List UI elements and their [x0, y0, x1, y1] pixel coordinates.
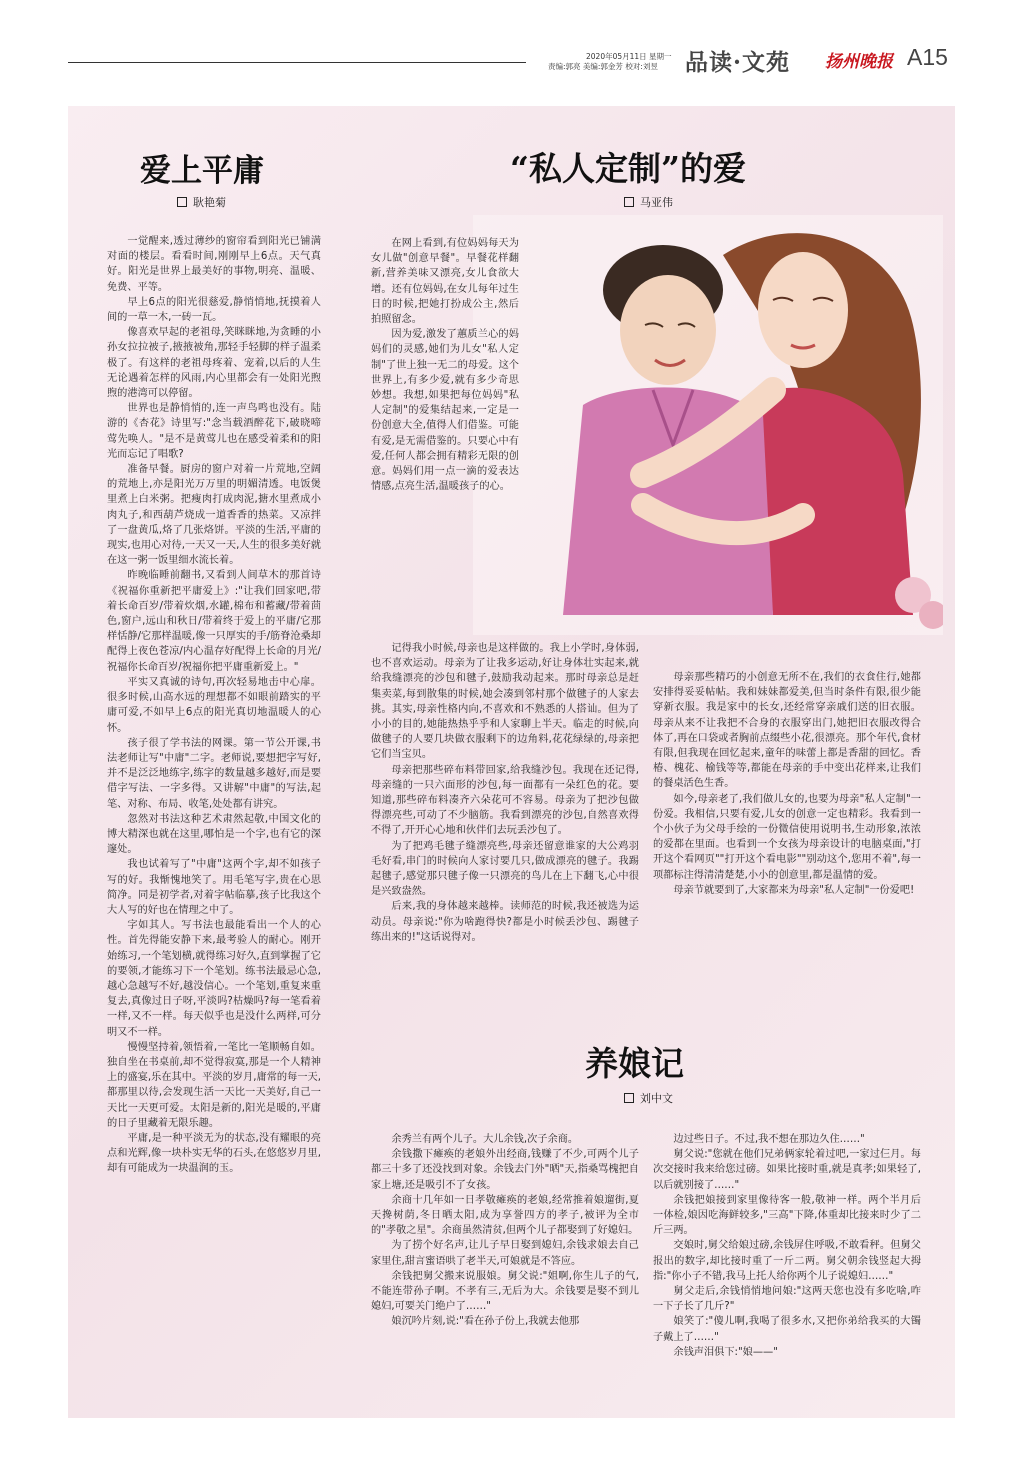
paragraph: 记得我小时候,母亲也是这样做的。我上小学时,身体弱,也不喜欢运动。母亲为了让我多运动,好让身体壮实起来,就给我缝漂亮的沙包和毽子,鼓励我动起来。那时母亲总是赶集卖菜,每到散集的时候,她会凑到邻村那个做毽子的人家去挑。其实,母亲性格内向,不喜欢和不熟悉的人搭讪。但为了小小的目的,她能热热乎乎和人家聊上半天。临走的时候,向做毽子的人要几块做衣服剩下的边角料,花花绿绿的,母亲把它们当宝贝。: [371, 643, 639, 761]
paragraph: 我也试着写了"中庸"这两个字,却不如孩子写的好。我惭愧地笑了。用毛笔写字,贵在心思简净。同是初学者,对着字帖临摹,孩子比我这个大人写的好也在情理之中了。: [107, 859, 321, 916]
paragraph: 世界也是静悄悄的,连一声鸟鸣也没有。陆游的《杏花》诗里写:"念当载酒醉花下,破晓啼莺先唤人。"是不是黄莺儿也在感受着柔和的阳光而忘记了唱歌?: [107, 403, 321, 460]
article-body-right: [653, 670, 921, 990]
paragraph: 余钱把娘接到家里像待客一般,敬神一样。两个半月后一体检,娘因吃海鲜较多,"三高"下降,体重却比接来时少了二斤三两。: [653, 1194, 921, 1237]
newspaper-logo: 扬州晚报: [825, 52, 893, 72]
paragraph: 为了捞个好名声,让儿子早日娶到媳妇,余钱求娘去自己家里住,甜言蜜语哄了老半天,可娘就是不答应。: [371, 1240, 639, 1267]
paragraph: 昨晚临睡前翻书,又看到人间草木的那首诗《祝福你重新把平庸爱上》:"让我们回家吧,带着长命百岁/带着炊烟,水罐,棉布和蓄藏/带着茴色,窗户,远山和秋日/带着终于爱上的平庸/它那样恬静/它那样温暖,像一只厚实的手/筋脊沧桑却配得上夜色苍凉/内心温存好配得上长命的月光/祝福你长命百岁/祝福你把平庸重新爱上。": [107, 570, 321, 673]
paragraph: 孩子很了学书法的网课。第一节公开课,书法老师让写"中庸"二字。老师说,要想把字写好,并不是泛泛地练字,练字的数量越多越好,而是要借字写法、一字多得。又讲解"中庸"的写法,起笔、对称、布局、收笔,处处都有讲究。: [107, 737, 321, 810]
paragraph: 娘笑了:"傻儿啊,我喝了很多水,又把你弟给我买的大镯子戴上了……": [653, 1316, 921, 1343]
paragraph: 余钱撒下瘫痪的老娘外出经商,钱赚了不少,可两个儿子都三十多了还没找到对象。余钱去门外"晒"天,指桑骂槐把自家上塘,还是吸引不了女孩。: [371, 1149, 639, 1191]
paragraph: 准备早餐。厨房的窗户对着一片荒地,空阔的荒地上,亦是阳光万万里的明媚清透。电饭煲里煮上白米粥。把瘦肉打成肉泥,搪水里煮成小肉丸子,和西葫芦烧成一道香香的热菜。又凉拌了一盘黄瓜,烙了几张烙饼。平淡的生活,平庸的现实,也用心对待,一天又一天,人生的很多美好就在这一粥一饭里细水流长着。: [107, 464, 321, 567]
editor-credits: 责编:郭亮 美编:郭金芳 校对:刘昱: [548, 62, 658, 71]
paragraph: 像喜欢早起的老祖母,笑眯眯地,为贪睡的小孙女拉拉被子,掖掖被角,那轻手轻脚的样子温柔极了。有这样的老祖母疼着、宠着,以后的人生无论遇着怎样的风雨,内心里都会有一处阳光煦煦的港湾可以停留。: [107, 327, 321, 400]
paragraph: 慢慢坚持着,领悟着,一笔比一笔顺畅自如。独自坐在书桌前,却不觉得寂寞,那是一个人精神上的盛宴,乐在其中。平淡的岁月,庸常的每一天,都那里以待,会发现生活一天比一天美好,自己一天比一天更可爱。太阳是新的,阳光是暖的,平庸的日子里藏着无限乐趣。: [107, 1041, 321, 1129]
author-box-icon: [177, 197, 187, 207]
article-title: 爱上平庸: [140, 153, 264, 189]
article-body: [107, 234, 321, 1384]
paragraph: 舅父说:"您就在他们兄弟俩家轮着过吧,一家过仨月。每次交接时我来给您过磅。如果比接时重,就是真孝;如果轻了,以后就别接了……": [653, 1149, 921, 1191]
paragraph: 后来,我的身体越来越棒。读师范的时候,我还被选为运动员。母亲说:"你为啥跑得快?都是小时候丢沙包、踢毽子练出来的!"这话说得对。: [371, 901, 639, 943]
paragraph: 母亲那些精巧的小创意无所不在,我们的衣食住行,她都安排得妥妥帖帖。我和妹妹都爱美,但当时条件有限,很少能穿新衣服。我是家中的长女,还经常穿亲戚们送的旧衣服。母亲从来不让我把不合身的衣服穿出门,她把旧衣服改得合体了,再在口袋或者胸前点缀些小花,很漂亮。那个年代,食材有限,但我现在回忆起来,童年的味蕾上都是香甜的回忆。香椿、槐花、榆钱等等,都能在母亲的手中变出花样来,让我们的餐桌活色生香。: [653, 672, 921, 790]
paragraph: 舅父走后,余钱悄悄地问娘:"这两天您也没有多吃啥,咋一下子长了几斤?": [653, 1286, 921, 1313]
paragraph: 平庸,是一种平淡无为的状态,没有耀眼的亮点和光辉,像一块朴实无华的石头,在悠悠岁月里,却有可能成为一块温润的玉。: [107, 1132, 321, 1175]
article-author: 耿艳菊: [177, 194, 226, 210]
paragraph: 平实又真诚的诗句,再次轻易地击中心扉。很多时候,山高水远的理想都不如眼前踏实的平庸可爱,不如早上6点的阳光真切地温暖人的心怀。: [107, 676, 321, 734]
paragraph: 余商十几年如一日孝敬瘫痪的老娘,经常推着娘遛街,夏天搀树荫,冬日晒太阳,成为享誉四方的孝子,被评为全市的"孝敬之星"。余商虽然清贫,但两个儿子都娶到了好媳妇。: [371, 1194, 639, 1237]
paragraph: 母亲把那些碎布料带回家,给我缝沙包。我现在还记得,母亲缝的一只六面形的沙包,每一面都有一朵红色的花。要知道,那些碎布料凑齐六朵花可不容易。母亲为了把沙包做得漂亮些,可动了不少脑筋。我看到漂亮的沙包,自然喜欢得不得了,开开心心地和伙伴们去玩丢沙包了。: [371, 764, 639, 837]
paragraph: 早上6点的阳光很慈爱,静悄悄地,抚摸着人间的一草一木,一砖一瓦。: [107, 296, 321, 324]
paragraph: 忽然对书法这种艺术肃然起敬,中国文化的博大精深也就在这里,哪怕是一个字,也有它的深邃处。: [107, 813, 321, 856]
paragraph: 如今,母亲老了,我们做儿女的,也要为母亲"私人定制"一份爱。我相信,只要有爱,儿女的创意一定也精彩。我看到一个小伙子为父母手绘的一份微信使用说明书,生动形象,浓浓的爱都在里面。也看到一个女孩为母亲设计的电脑桌面,"打开这个看网页""打开这个看电影""别动这个,您用不着",每一项都标注得清清楚楚,小小的创意里,都是温情的爱。: [653, 793, 921, 881]
paragraph: 因为爱,激发了蕙质兰心的妈妈们的灵感,她们为儿女"私人定制"了世上独一无二的母爱。这个世界上,有多少爱,就有多少奇思妙想。我想,如果把每位妈妈"私人定制"的爱集结起来,一定是一份创意大全,值得人们借鉴。可能有爱,是无需借鉴的。只要心中有爱,任何人都会拥有精彩无限的创意。妈妈们用一点一滴的爱表达情感,点亮生活,温暖孩子的心。: [371, 329, 519, 493]
section-name: 品读·文苑: [685, 49, 791, 76]
paragraph: 余秀兰有两个儿子。大儿余钱,次子余商。: [391, 1134, 579, 1145]
author-box-icon: [624, 1093, 634, 1103]
article-body-upper: [371, 236, 519, 626]
article-body-lower: [371, 641, 639, 986]
paragraph: 交娘时,舅父给娘过磅,余钱屏住呼吸,不敢看秤。但舅父报出的数字,却比接时重了一斤二两。舅父朝余钱竖起大拇指:"你小子不错,我马上托人给你两个儿子说媳妇……": [653, 1240, 921, 1282]
page-number: A15: [907, 44, 948, 70]
paragraph: 余钱把舅父搬来说服娘。舅父说:"姐啊,你生儿子的气,不能连带孙子啊。不孝有三,无后为大。余钱要是娶不到儿媳妇,可要关门绝户了……": [371, 1270, 639, 1313]
paragraph: 余钱声泪俱下:"娘——": [673, 1346, 778, 1358]
author-box-icon: [624, 197, 634, 207]
paragraph: 娘沉吟片刻,说:"看在孙子份上,我就去他那: [391, 1316, 580, 1328]
mother-daughter-illustration: [473, 215, 943, 635]
article-body-right: [653, 1132, 921, 1387]
paragraph: 一觉醒来,透过薄纱的窗帘看到阳光已铺满对面的楼层。看看时间,刚刚早上6点。天气真好。阳光是世界上最美好的事物,明亮、温暖、免费、平等。: [107, 236, 321, 293]
article-title: 养娘记: [585, 1044, 684, 1083]
article-body-left: [371, 1132, 639, 1387]
paragraph: 母亲节就要到了,大家都来为母亲"私人定制"一份爱吧!: [673, 884, 915, 896]
article-title: “私人定制”的爱: [510, 149, 746, 188]
paragraph: 边过些日子。不过,我不想在那边久住……": [673, 1134, 865, 1145]
top-rule: [68, 62, 526, 63]
paragraph: 字如其人。写书法也最能看出一个人的心性。首先得能安静下来,最考验人的耐心。刚开始练习,一个笔划横,就得练习好久,直到掌握了它的要领,才能练习下一个笔划。练书法最忌心急,越心急越写不好,越没信心。一个笔划,重复来重复去,真像过日子呀,平淡吗?枯燥吗?每一笔看着一样,又不一样。每天似乎也是没什么两样,可分明又不一样。: [107, 920, 321, 1038]
article-author: 马亚伟: [624, 194, 673, 210]
article-author: 刘中文: [624, 1090, 673, 1106]
paragraph: 为了把鸡毛毽子缝漂亮些,母亲还留意谁家的大公鸡羽毛好看,串门的时候向人家讨要几只,做成漂亮的毽子。我踢起毽子,感觉那只毽子像一只漂亮的鸟儿在上下翻飞,心中很是兴致盎然。: [371, 840, 639, 898]
issue-date: 2020年05月11日 星期一: [586, 52, 672, 61]
paragraph: 在网上看到,有位妈妈每天为女儿做"创意早餐"。早餐花样翻新,营养美味又漂亮,女儿食欲大增。还有位妈妈,在女儿每年过生日的时候,把她打扮成公主,然后拍照留念。: [371, 238, 519, 326]
